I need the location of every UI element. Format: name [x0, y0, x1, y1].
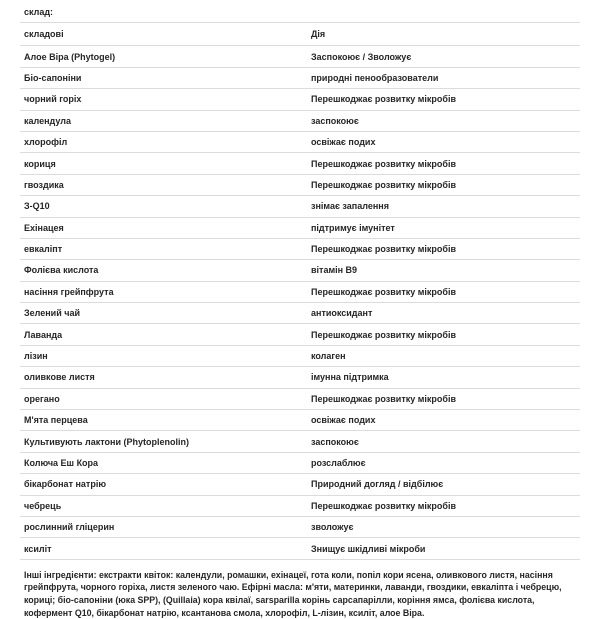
table-row [20, 196, 580, 217]
ingredient-cell: насіння грейпфрута [20, 281, 307, 302]
title-row-spacer [307, 2, 580, 23]
table-row [20, 174, 580, 195]
action-cell: заспокоює [307, 431, 580, 452]
ingredient-cell: оливкове листя [20, 367, 307, 388]
action-cell: розслаблює [307, 452, 580, 473]
ingredient-cell: лізин [20, 345, 307, 366]
table-row [20, 388, 580, 409]
table-row [20, 324, 580, 345]
action-cell: заспокоює [307, 110, 580, 131]
ingredient-cell: Ехінацея [20, 217, 307, 238]
ingredient-cell: гвоздика [20, 174, 307, 195]
ingredient-cell: бікарбонат натрію [20, 474, 307, 495]
table-row [20, 110, 580, 131]
action-cell: антиоксидант [307, 303, 580, 324]
action-cell: Перешкоджає розвитку мікробів [307, 153, 580, 174]
action-cell: підтримує імунітет [307, 217, 580, 238]
table-header-row [20, 23, 580, 46]
ingredient-cell: Колюча Еш Кора [20, 452, 307, 473]
ingredient-cell: Біо-сапоніни [20, 67, 307, 88]
action-cell: природні пенообразователи [307, 67, 580, 88]
title-row [20, 2, 580, 23]
ingredient-cell: З-Q10 [20, 196, 307, 217]
action-cell: Знищує шкідливі мікроби [307, 538, 580, 559]
ingredient-cell: Культивують лактони (Phytoplenolin) [20, 431, 307, 452]
table-row [20, 516, 580, 537]
ingredient-cell: Фолієва кислота [20, 260, 307, 281]
ingredient-cell: рослинний гліцерин [20, 516, 307, 537]
table-row [20, 153, 580, 174]
composition-title: склад: [20, 2, 307, 23]
table-row [20, 131, 580, 152]
column-header-action: Дія [307, 23, 580, 46]
table-row [20, 431, 580, 452]
table-row [20, 260, 580, 281]
ingredient-cell: Зелений чай [20, 303, 307, 324]
ingredient-cell: календула [20, 110, 307, 131]
table-row [20, 495, 580, 516]
table-row [20, 452, 580, 473]
action-cell: Перешкоджає розвитку мікробів [307, 174, 580, 195]
ingredient-cell: чебрець [20, 495, 307, 516]
table-row [20, 238, 580, 259]
action-cell: колаген [307, 345, 580, 366]
ingredient-cell: чорний горіх [20, 89, 307, 110]
table-row [20, 474, 580, 495]
table-row [20, 217, 580, 238]
action-cell: Перешкоджає розвитку мікробів [307, 238, 580, 259]
ingredient-cell: орегано [20, 388, 307, 409]
table-row [20, 46, 580, 67]
table-row [20, 89, 580, 110]
ingredient-cell: евкаліпт [20, 238, 307, 259]
action-cell: Перешкоджає розвитку мікробів [307, 388, 580, 409]
ingredient-cell: Алое Віра (Phytogel) [20, 46, 307, 67]
ingredients-table [20, 2, 580, 560]
action-cell: освіжає подих [307, 131, 580, 152]
action-cell: Перешкоджає розвитку мікробів [307, 324, 580, 345]
action-cell: зволожує [307, 516, 580, 537]
action-cell: знімає запалення [307, 196, 580, 217]
action-cell: Природний догляд / відбілює [307, 474, 580, 495]
table-row [20, 67, 580, 88]
ingredient-cell: Лаванда [20, 324, 307, 345]
ingredient-cell: ксиліт [20, 538, 307, 559]
table-row [20, 345, 580, 366]
action-cell: Перешкоджає розвитку мікробів [307, 89, 580, 110]
action-cell: вітамін B9 [307, 260, 580, 281]
action-cell: Заспокоює / Зволожує [307, 46, 580, 67]
action-cell: імунна підтримка [307, 367, 580, 388]
action-cell: освіжає подих [307, 410, 580, 431]
table-row [20, 303, 580, 324]
other-ingredients-text: Інші інгредієнти: екстракти квіток: календули, ромашки, ехінацеї, гота коли, попіл кори ясена, оливкового листя, насіння грейпфрута, чорного горіха, листя зеленого чаю. Ефірні масла: м'яти, материнки, лаванди, гвоздики, евкаліпта і чебрецю, кориці; біо-сапоніни (юка SPP), (Quillaia) кора квілаї, sarsparilla корінь сарсапарілли, коріння ямса, фолієва кислота, кофермент Q10, бікарбонат натрію, ксантанова смола, хлорофіл, L-лізин, ксиліт, алое Віра. [24, 569, 562, 618]
column-header-ingredient: складові [20, 23, 307, 46]
table-row [20, 281, 580, 302]
table-row [20, 410, 580, 431]
ingredient-cell: М'ята перцева [20, 410, 307, 431]
table-row [20, 367, 580, 388]
ingredient-cell: хлорофіл [20, 131, 307, 152]
table-row [20, 538, 580, 559]
action-cell: Перешкоджає розвитку мікробів [307, 281, 580, 302]
action-cell: Перешкоджає розвитку мікробів [307, 495, 580, 516]
ingredient-cell: кориця [20, 153, 307, 174]
